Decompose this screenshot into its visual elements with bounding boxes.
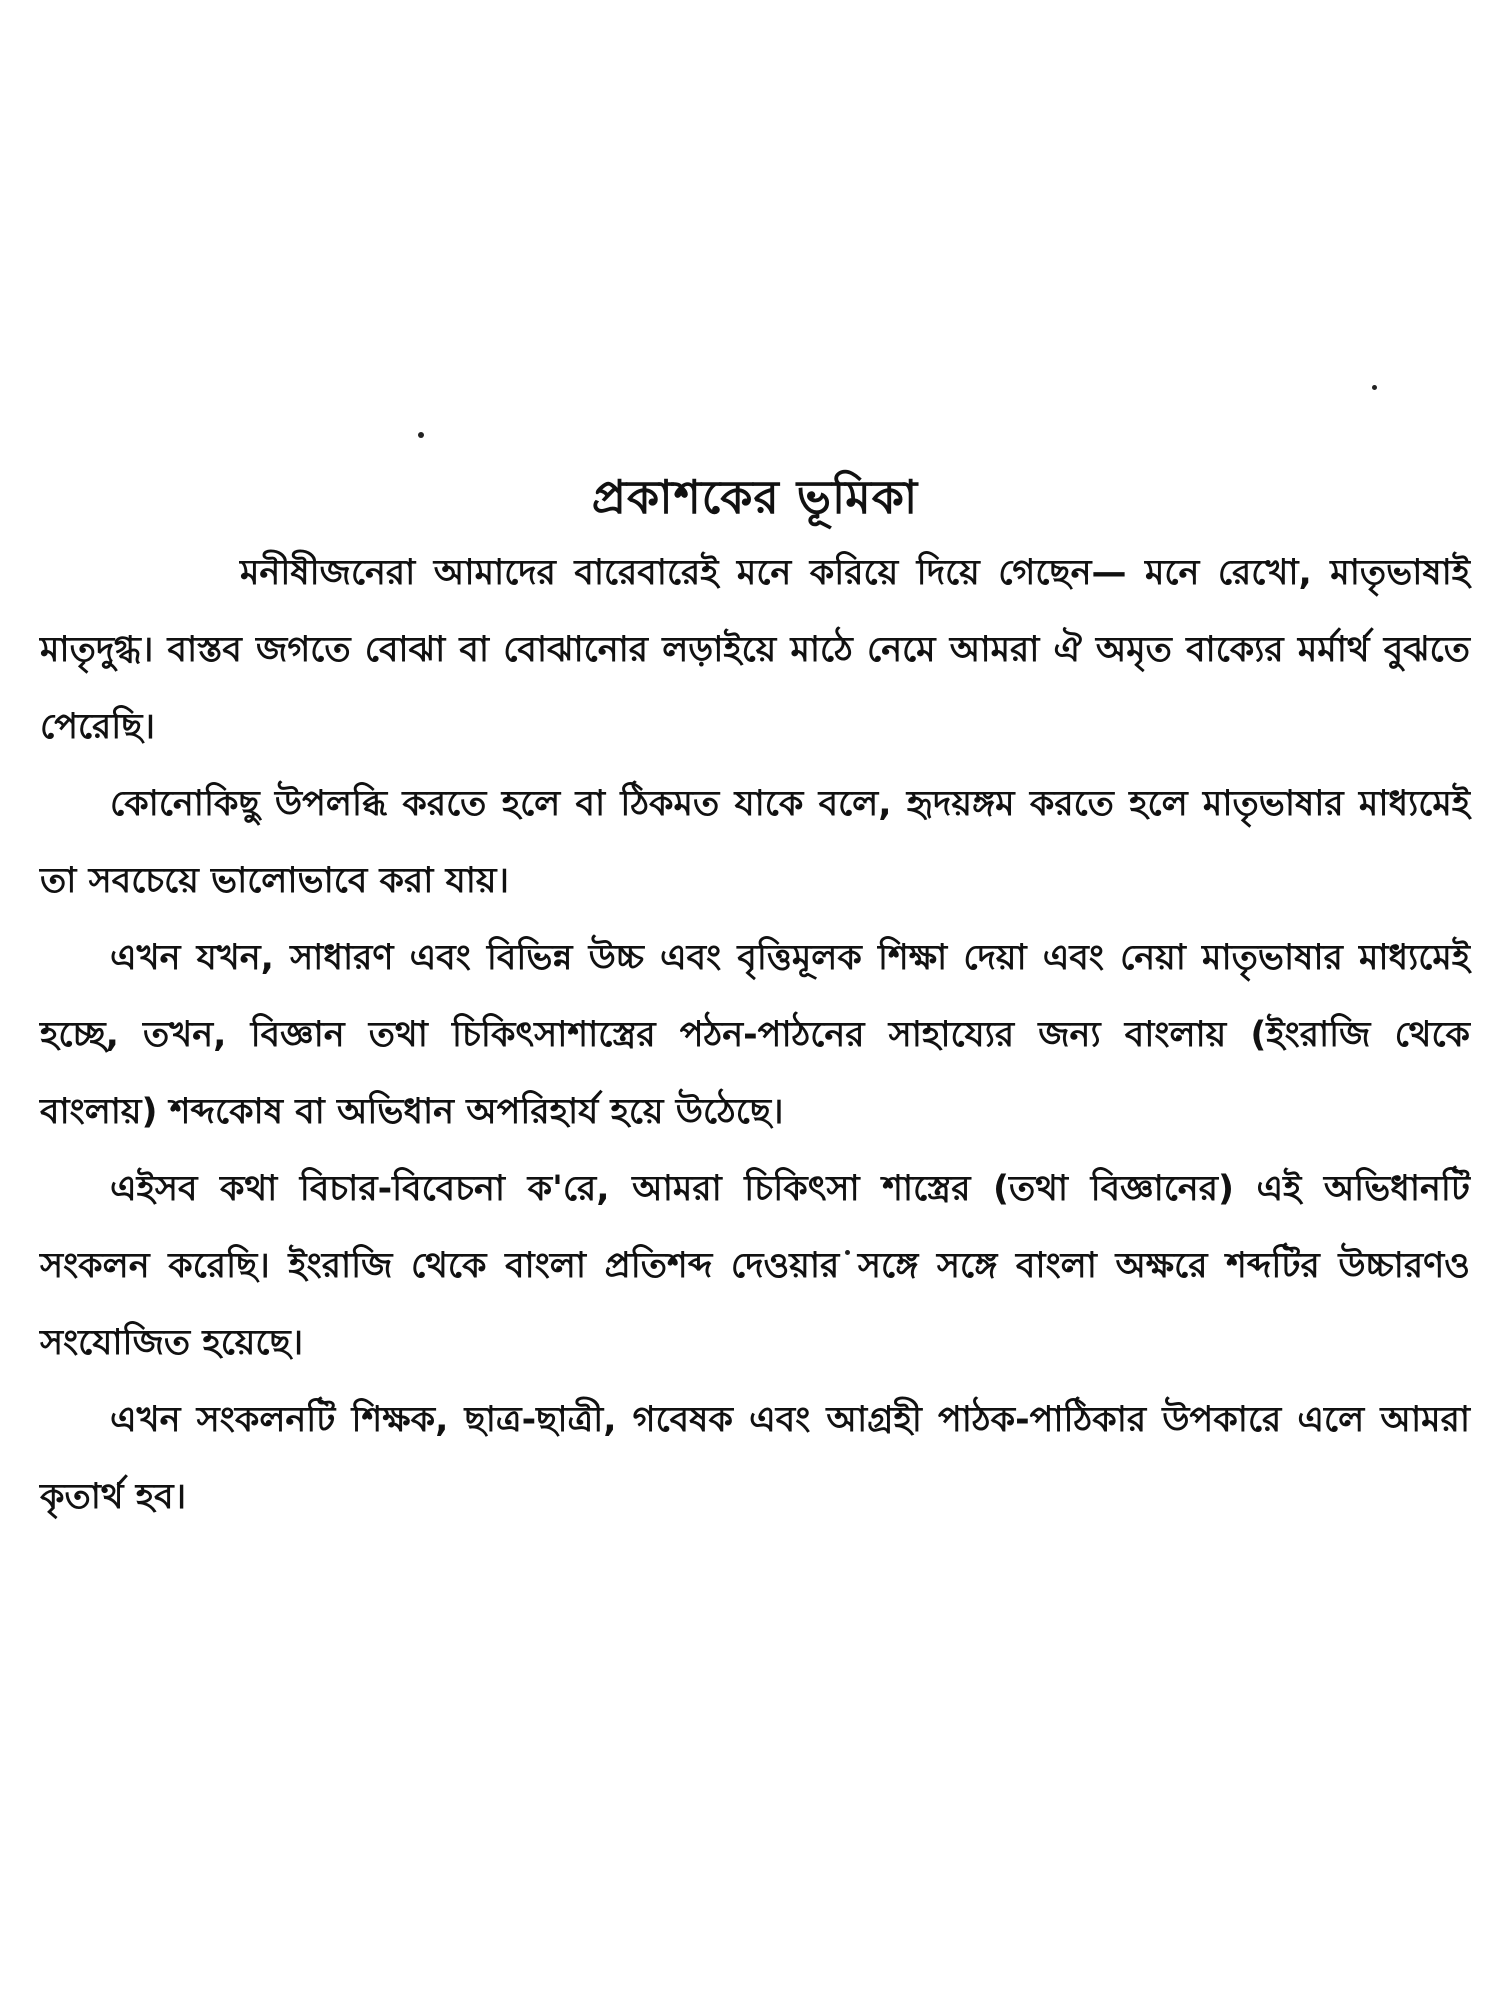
scan-speck	[1372, 385, 1377, 390]
page-title: প্রকাশকের ভূমিকা	[591, 470, 919, 524]
paragraph-1: মনীষীজনেরা আমাদের বারেবারেই মনে করিয়ে দিয়ে গেছেন— মনে রেখো, মাতৃভাষাই মাতৃদুগ্ধ। বাস্তব জগতে বোঝা বা বোঝানোর লড়াইয়ে মাঠে নেমে আমরা ঐ অমৃত বাক্যের মর্মার্থ বুঝতে পেরেছি।	[40, 553, 1470, 748]
paragraph-2: কোনোকিছু উপলব্ধি করতে হলে বা ঠিকমত যাকে বলে, হৃদয়ঙ্গম করতে হলে মাতৃভাষার মাধ্যমেই তা সবচেয়ে ভালোভাবে করা যায়।	[40, 784, 1470, 902]
scan-speck	[418, 432, 424, 438]
preface-page	[40, 470, 1470, 1536]
paragraph-3: এখন যখন, সাধারণ এবং বিভিন্ন উচ্চ এবং বৃত্তিমূলক শিক্ষা দেয়া এবং নেয়া মাতৃভাষার মাধ্যমেই হচ্ছে, তখন, বিজ্ঞান তথা চিকিৎসাশাস্ত্রের পঠন-পাঠনের সাহায্যের জন্য বাংলায় (ইংরাজি থেকে বাংলায়) শব্দকোষ বা অভিধান অপরিহার্য হয়ে উঠেছে।	[40, 938, 1470, 1133]
paragraph-5: এখন সংকলনটি শিক্ষক, ছাত্র-ছাত্রী, গবেষক এবং আগ্রহী পাঠক-পাঠিকার উপকারে এলে আমরা কৃতার্থ হব।	[40, 1400, 1470, 1518]
paragraph-4: এইসব কথা বিচার-বিবেচনা ক'রে, আমরা চিকিৎসা শাস্ত্রের (তথা বিজ্ঞানের) এই অভিধানটি সংকলন করেছি। ইংরাজি থেকে বাংলা প্রতিশব্দ দেওয়ার সঙ্গে সঙ্গে বাংলা অক্ষরে শব্দটির উচ্চারণও সংযোজিত হয়েছে।	[40, 1169, 1470, 1364]
